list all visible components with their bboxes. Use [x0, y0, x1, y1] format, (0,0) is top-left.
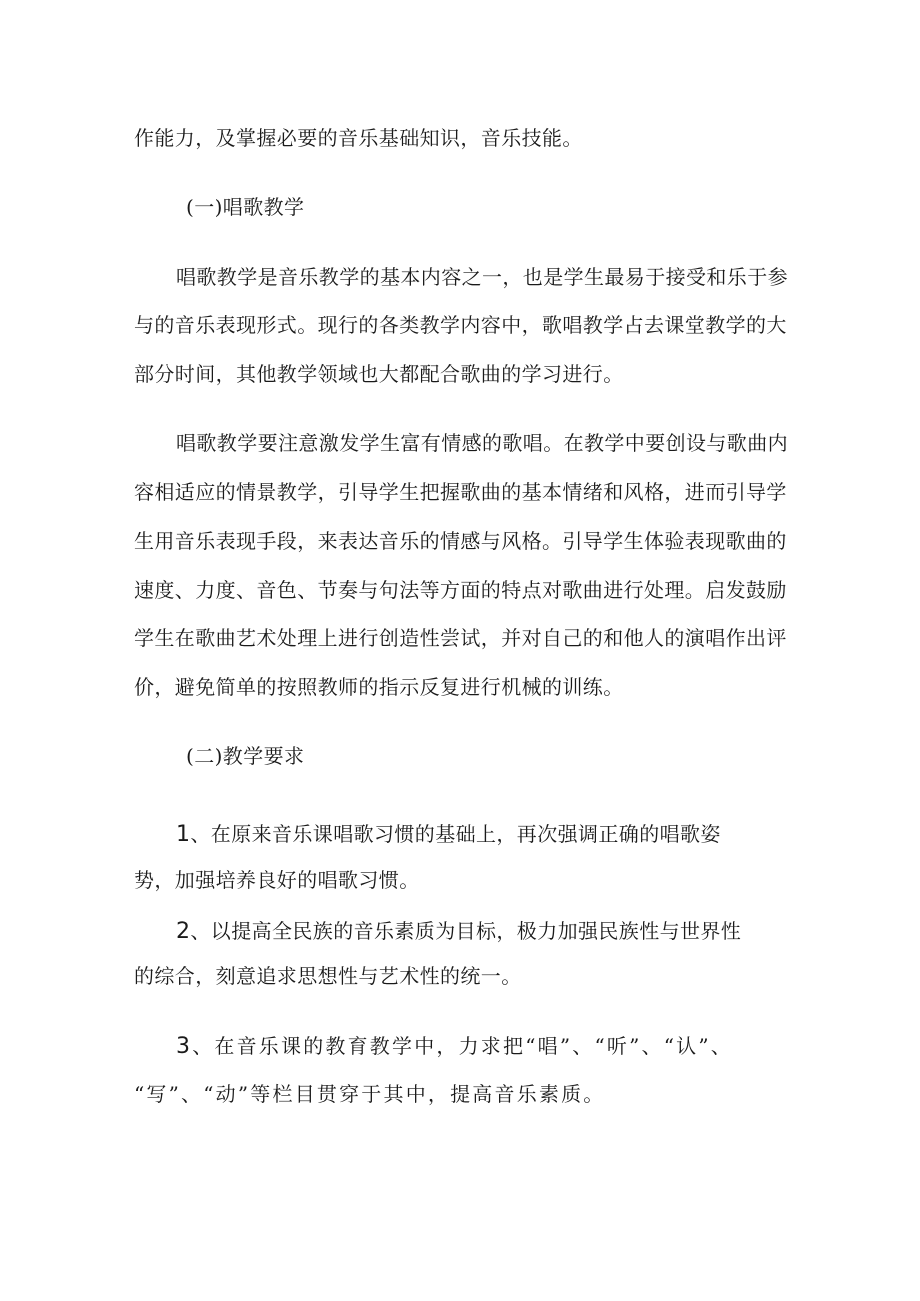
paragraph-continuation-line: 作能力，及掌握必要的音乐基础知识，音乐技能。 [134, 126, 583, 150]
paragraph-singing-line-2: 与的音乐表现形式。现行的各类教学内容中，歌唱教学占去课堂教学的大 [134, 313, 787, 337]
paragraph-singing-line-1: 唱歌教学是音乐教学的基本内容之一，也是学生最易于接受和乐于参 [176, 265, 788, 289]
list-item-3-text: 、在音乐课的教育教学中，力求把“唱”、“听”、“认”、 [192, 1034, 733, 1058]
section-heading-singing-teaching: (一)唱歌教学 [186, 195, 305, 219]
list-item-1-text: 、在原来音乐课唱歌习惯的基础上，再次强调正确的唱歌姿 [190, 822, 721, 846]
paragraph-emotion-line-5: 学生在歌曲艺术处理上进行创造性尝试，并对自己的和他人的演唱作出评 [134, 626, 787, 650]
list-item-1-number: 1 [176, 822, 191, 847]
list-item-2-text: 、以提高全民族的音乐素质为目标，极力加强民族性与世界性 [190, 919, 742, 943]
list-item-2-line-1 [176, 917, 741, 946]
paragraph-emotion-line-4: 速度、力度、音色、节奏与句法等方面的特点对歌曲进行处理。启发鼓励 [134, 578, 787, 602]
list-item-3-line-1 [176, 1032, 733, 1061]
list-item-2-line-2: 的综合，刻意追求思想性与艺术性的统一。 [134, 964, 522, 988]
list-item-1-line-1 [176, 820, 721, 849]
list-item-2-number: 2 [176, 919, 191, 944]
list-item-1-line-2: 势，加强培养良好的唱歌习惯。 [134, 868, 420, 892]
section-heading-requirements: (二)教学要求 [186, 744, 305, 768]
paragraph-singing-line-3: 部分时间，其他教学领域也大都配合歌曲的学习进行。 [134, 362, 624, 386]
paragraph-emotion-line-6: 价，避免简单的按照教师的指示反复进行机械的训练。 [134, 675, 624, 699]
paragraph-emotion-line-1: 唱歌教学要注意激发学生富有情感的歌唱。在教学中要创设与歌曲内 [176, 431, 788, 455]
paragraph-emotion-line-3: 生用音乐表现手段，来表达音乐的情感与风格。引导学生体验表现歌曲的 [134, 529, 787, 553]
list-item-3-line-2: “写”、“动”等栏目贯穿于其中，提高音乐素质。 [134, 1082, 606, 1106]
paragraph-emotion-line-2: 容相适应的情景教学，引导学生把握歌曲的基本情绪和风格，进而引导学 [134, 480, 787, 504]
list-item-3-number: 3 [176, 1034, 193, 1059]
